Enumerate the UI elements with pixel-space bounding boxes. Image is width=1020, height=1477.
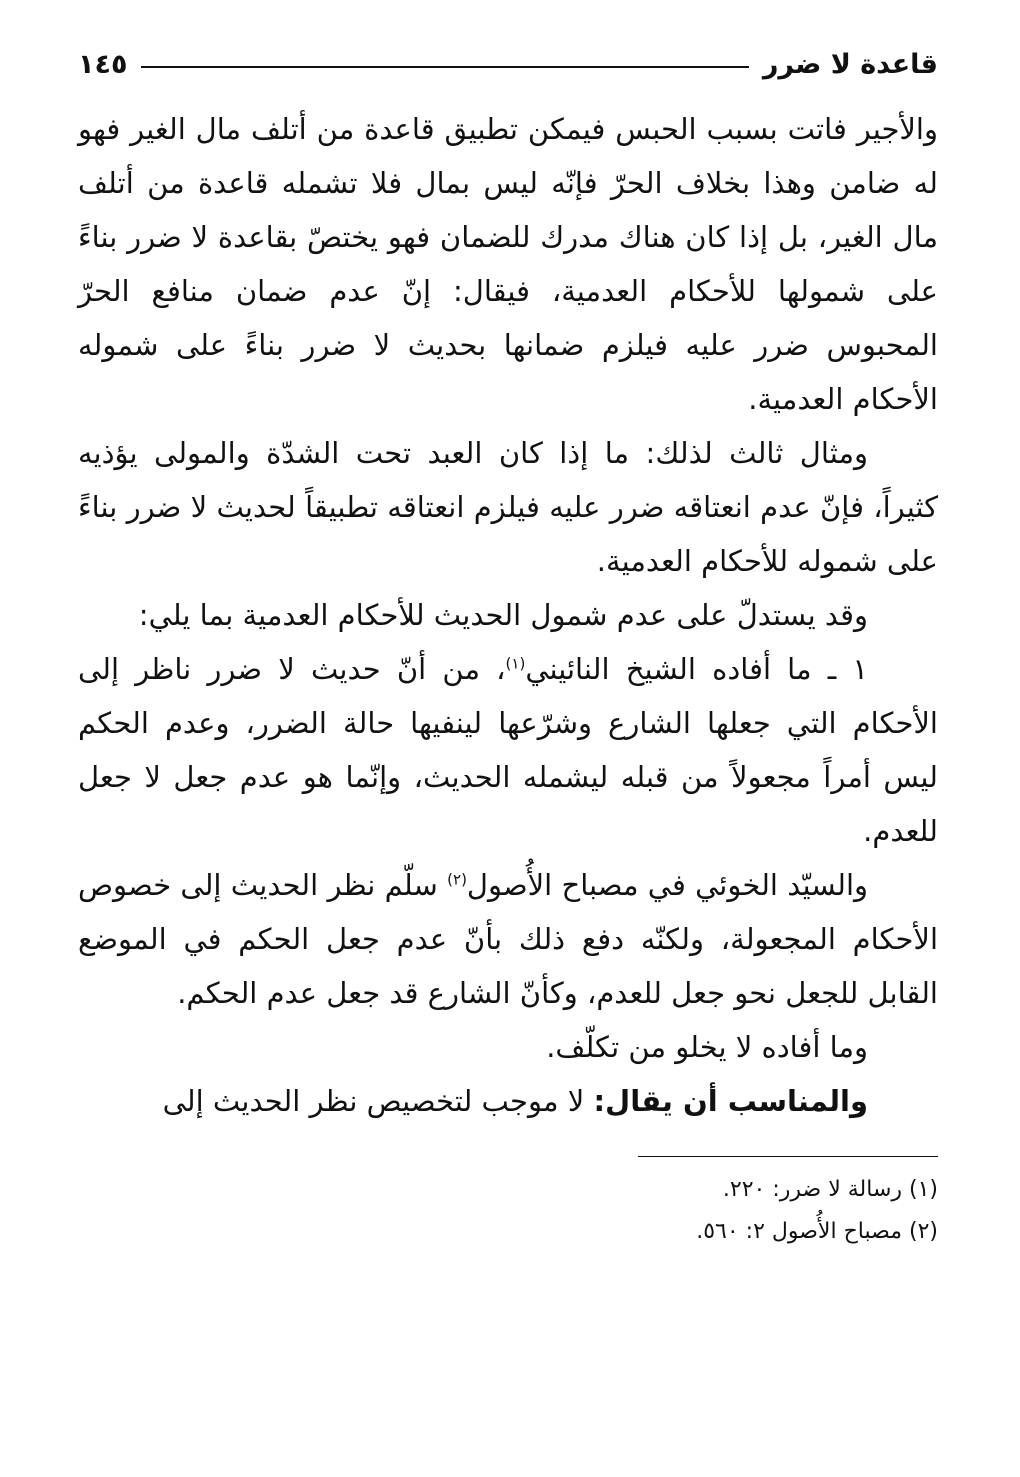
footnote: (٢) مصباح الأُصول ٢: ٥٦٠.	[696, 1219, 938, 1244]
running-header	[78, 40, 938, 88]
footnote-reference: (١)	[505, 654, 526, 673]
paragraph-text: والسيّد الخوئي في مصباح الأُصول	[466, 868, 869, 902]
paragraph	[78, 102, 938, 426]
paragraph-text: وما أفاده لا يخلو من تكلّف.	[546, 1030, 868, 1064]
paragraph-text: سلّم نظر الحديث إلى خصوص الأحكام المجعولة، ولكنّه دفع ذلك بأنّ عدم جعل الحكم في الموضع القابل للجعل نحو جعل للعدم، وكأنّ الشارع قد جعل عدم الحكم.	[78, 868, 938, 1010]
paragraph-text: والأجير فاتت بسبب الحبس فيمكن تطبيق قاعدة من أتلف مال الغير فهو له ضامن وهذا بخلاف الحرّ فإنّه ليس بمال فلا تشمله قاعدة من أتلف مال الغير، بل إذا كان هناك مدرك للضمان فهو يختصّ بقاعدة لا ضرر بناءً على شمولها للأحكام العدمية، فيقال: إنّ عدم ضمان منافع الحرّ المحبوس ضرر عليه فيلزم ضمانها بحديث لا ضرر بناءً على شموله الأحكام العدمية.	[78, 112, 938, 416]
paragraph-text: ومثال ثالث لذلك: ما إذا كان العبد تحت الشدّة والمولى يؤذيه كثيراً، فإنّ عدم انعتاقه ضرر عليه فيلزم انعتاقه تطبيقاً لحديث لا ضرر بناءً على شموله للأحكام العدمية.	[78, 436, 938, 578]
page-number: ١٤٥	[78, 48, 128, 80]
lead-phrase: والمناسب أن يقال:	[593, 1084, 868, 1118]
header-rule	[141, 66, 748, 68]
paragraph	[78, 588, 938, 642]
footnote: (١) رسالة لا ضرر: ٢٢٠.	[722, 1177, 938, 1202]
paragraph	[78, 426, 938, 588]
footnotes	[78, 1169, 938, 1253]
running-title: قاعدة لا ضرر	[762, 48, 938, 80]
footnote-reference: (٢)	[447, 870, 467, 889]
paragraph-text: ، من أنّ حديث لا ضرر ناظر إلى الأحكام التي جعلها الشارع وشرّعها لينفيها حالة الضرر، وعدم الحكم ليس أمراً مجعولاً من قبله ليشمله الحديث، وإنّما هو عدم جعل لا جعل للعدم.	[78, 652, 938, 848]
book-page	[78, 40, 938, 1440]
paragraph	[78, 1020, 938, 1074]
paragraph	[78, 642, 938, 858]
paragraph-text: وقد يستدلّ على عدم شمول الحديث للأحكام العدمية بما يلي:	[138, 598, 868, 632]
paragraph	[78, 858, 938, 1020]
paragraph-text: ١ ـ ما أفاده الشيخ النائيني	[525, 652, 868, 686]
paragraph-text: لا موجب لتخصيص نظر الحديث إلى	[162, 1084, 594, 1118]
footnote-separator	[638, 1156, 938, 1157]
paragraph	[78, 1074, 938, 1128]
body-text	[78, 102, 938, 1128]
